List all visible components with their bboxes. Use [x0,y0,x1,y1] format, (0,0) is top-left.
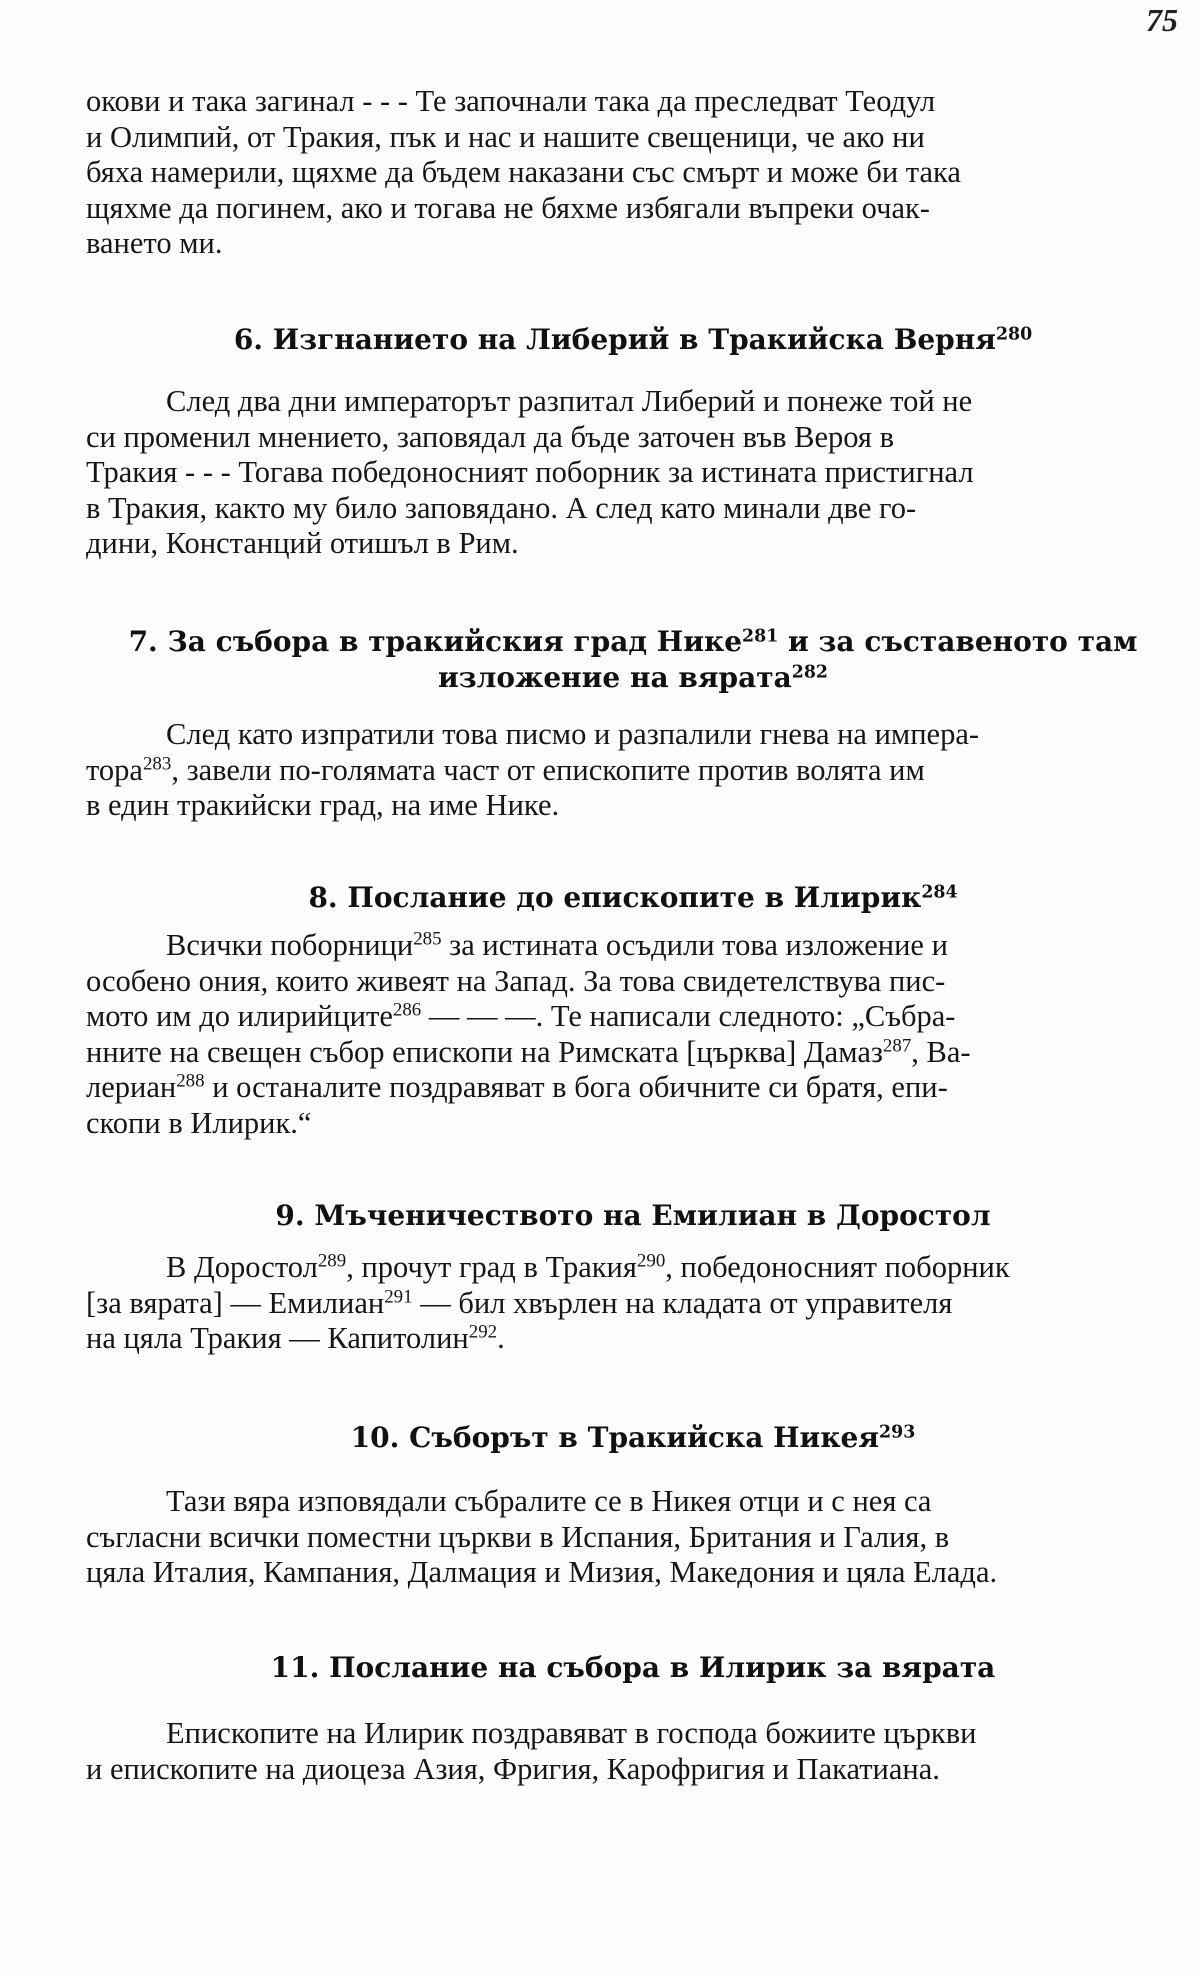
footnote-ref: 293 [879,1422,916,1443]
footnote-ref: 280 [995,324,1033,345]
text-line: скопи в Илирик.“ [86,1105,312,1140]
footnote-ref: 284 [921,882,958,903]
footnote-ref: 287 [882,1035,912,1057]
page-number: 75 [1146,2,1178,38]
text-line: Тракия - - - Тогава победоносният поборник за истината пристигнал [86,455,974,489]
text-line: в един тракийски град, на име Нике. [86,788,560,822]
section-11-heading: 11. Послание на събора в Илирик за вярата [270,1651,996,1684]
text-line: и Олимпий, от Тракия, пък и нас и нашите свещеници, че ако ни [86,119,925,154]
text-line: Тази вяра изповядали събралите се в Никея отци и с нея са [166,1484,932,1518]
section-6-paragraph [86,384,1180,562]
section-9-heading: 9. Мъченичеството на Емилиан в Доростол [275,1199,991,1232]
text-line: в Тракия, както му било заповядано. А след като минали две го- [86,490,917,525]
section-10-heading: 10. Съборът в Тракийска Никея$^{293}$ [350,1421,916,1454]
footnote-ref: 286 [392,999,422,1021]
section-8-paragraph [86,928,1180,1141]
continuation-paragraph [86,84,1180,262]
text-line: окови и така загинал - - - Те започнали така да преследват Теодул [86,84,936,118]
footnote-ref: 290 [636,1250,666,1272]
text-line: лериан$^{288}$ и останалите поздравяват в бога обичните си братя, епи- [86,1070,948,1104]
footnote-ref: 288 [176,1070,205,1092]
section-8-heading: 8. Послание до епископите в Илирик$^{284}$ [308,881,958,914]
section-6-heading: 6. Изгнанието на Либерий в Тракийска Верня$^{280}$ [233,323,1033,356]
text-line: В Доростол$^{289}$, прочут град в Тракия$^{290}$, победоносният поборник [166,1250,1010,1284]
text-line: Епископите на Илирик поздравяват в господа божиите църкви [166,1716,977,1750]
section-9-paragraph [86,1250,1180,1357]
text-line: Всички поборници$^{285}$ за истината осъдили това изложение и [166,928,948,962]
footnote-ref: 281 [742,626,779,647]
text-line: съгласни всички поместни църкви в Испания, Британия и Галия, в [86,1519,950,1554]
text-line: си променил мнението, заповядал да бъде заточен във Вероя в [86,419,894,454]
text-line: След като изпратили това писмо и разпалили гнева на импера- [166,717,980,751]
footnote-ref: 291 [384,1286,413,1308]
text-line: щяхме да погинем, ако и тогава не бяхме избягали въпреки очак- [86,190,930,225]
text-line: тора$^{283}$, завели по-голямата част от епископите против волята им [86,752,925,787]
footnote-ref: 283 [142,753,172,775]
text-line: [за вярата] — Емилиан$^{291}$ — бил хвърлен на кладата от управителя [86,1285,953,1320]
text-line: мото им до илирийците$^{286}$ — — —. Те написали следното: „Събра- [86,999,956,1033]
footnote-ref: 282 [791,662,828,683]
text-line: дини, Констанций отишъл в Рим. [86,526,519,560]
footnote-ref: 292 [468,1321,498,1343]
footnote-ref: 289 [317,1250,347,1272]
text-line: цяла Италия, Кампания, Далмация и Мизия, Македония и цяла Елада. [86,1555,998,1589]
text-line: нните на свещен събор епископи на Римската [църква] Дамаз$^{287}$, Ва- [86,1034,971,1069]
text-line: бяха намерили, щяхме да бъдем наказани със смърт и може би така [86,155,961,189]
text-line: и епископите на диоцеза Азия, Фригия, Карофригия и Пакатиана. [86,1751,940,1786]
text-line: на цяла Тракия — Капитолин$^{292}$. [86,1321,505,1355]
footnote-ref: 285 [413,928,442,950]
section-7-heading: 7. За събора в тракийския град Нике$^{281}$ и за съставеното там изложение на вярата$^{282}$ [128,625,1138,694]
text-line: ването ми. [86,226,223,260]
text-line: особено ония, които живеят на Запад. За това свидетелствува пис- [86,963,946,998]
section-11-paragraph [86,1716,1180,1787]
section-7-paragraph [86,717,1180,824]
text-line: След два дни императорът разпитал Либерий и понеже той не [166,384,973,418]
section-10-paragraph [86,1484,1180,1591]
